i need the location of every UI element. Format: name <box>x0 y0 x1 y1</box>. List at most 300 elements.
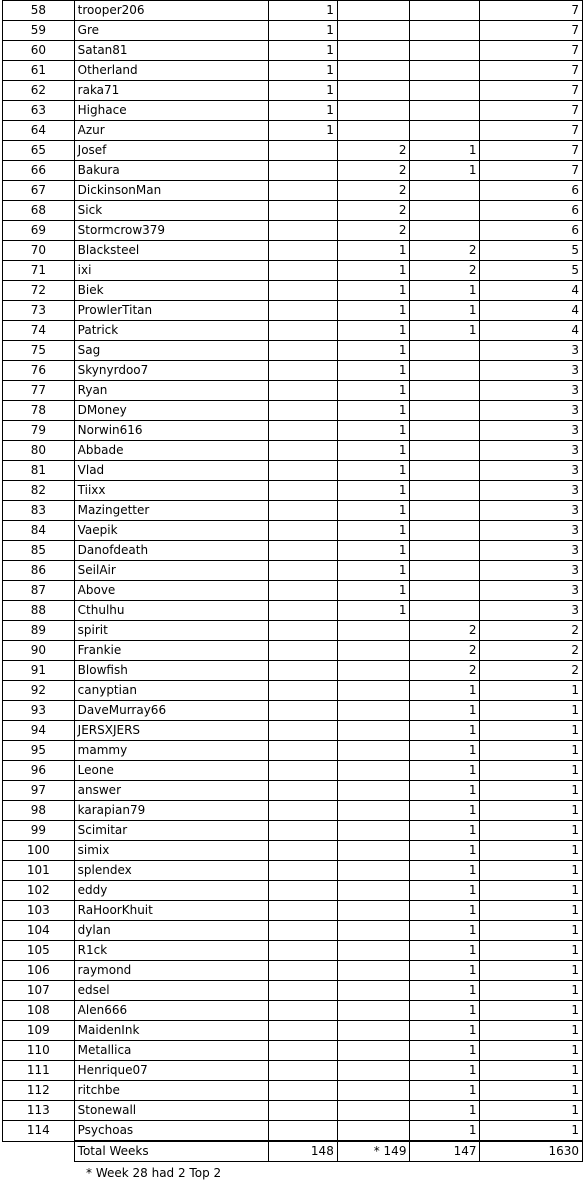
col1-cell: 1 <box>268 41 337 61</box>
rank-cell: 68 <box>3 201 75 221</box>
col3-cell: 2 <box>410 661 480 681</box>
name-cell: RaHoorKhuit <box>74 901 268 921</box>
total-cell: 7 <box>480 121 583 141</box>
name-cell: mammy <box>74 741 268 761</box>
table-row <box>3 881 583 901</box>
name-cell: Blacksteel <box>74 241 268 261</box>
table-row <box>3 761 583 781</box>
col1-cell <box>268 781 337 801</box>
col3-cell: 2 <box>410 641 480 661</box>
col3-cell <box>410 41 480 61</box>
col2-cell: 1 <box>337 401 410 421</box>
col1-cell: 1 <box>268 21 337 41</box>
col1-cell: 1 <box>268 121 337 141</box>
name-cell: karapian79 <box>74 801 268 821</box>
table-row <box>3 421 583 441</box>
rank-cell: 73 <box>3 301 75 321</box>
col3-cell: 1 <box>410 1101 480 1121</box>
col3-cell <box>410 581 480 601</box>
total-cell: 7 <box>480 61 583 81</box>
name-cell: dylan <box>74 921 268 941</box>
total-cell: 1 <box>480 981 583 1001</box>
col3-cell <box>410 541 480 561</box>
col1-cell <box>268 301 337 321</box>
name-cell: Vlad <box>74 461 268 481</box>
name-cell: Satan81 <box>74 41 268 61</box>
col2-cell <box>337 1061 410 1081</box>
name-cell: raymond <box>74 961 268 981</box>
name-cell: simix <box>74 841 268 861</box>
col1-cell <box>268 221 337 241</box>
col2-cell <box>337 861 410 881</box>
total-cell: 7 <box>480 41 583 61</box>
col2-cell <box>337 21 410 41</box>
col3-cell: 1 <box>410 741 480 761</box>
name-cell: Blowfish <box>74 661 268 681</box>
rank-cell: 77 <box>3 381 75 401</box>
col1-cell: 1 <box>268 61 337 81</box>
col1-cell <box>268 701 337 721</box>
total-cell: 7 <box>480 1 583 21</box>
col3-cell <box>410 1 480 21</box>
col2-cell <box>337 941 410 961</box>
rank-cell: 108 <box>3 1001 75 1021</box>
col3-cell: 1 <box>410 1121 480 1142</box>
col3-cell <box>410 521 480 541</box>
col2-cell: 1 <box>337 461 410 481</box>
total-cell: 3 <box>480 521 583 541</box>
rank-cell: 97 <box>3 781 75 801</box>
total-cell: 1 <box>480 761 583 781</box>
total-cell: 1 <box>480 921 583 941</box>
total-cell: 2 <box>480 621 583 641</box>
col3-cell: 1 <box>410 141 480 161</box>
name-cell: JERSXJERS <box>74 721 268 741</box>
col1-cell <box>268 801 337 821</box>
col3-cell <box>410 461 480 481</box>
rank-cell: 80 <box>3 441 75 461</box>
total-cell: 3 <box>480 601 583 621</box>
table-row <box>3 61 583 81</box>
name-cell: Henrique07 <box>74 1061 268 1081</box>
col3-cell <box>410 441 480 461</box>
table-row <box>3 901 583 921</box>
col2-cell <box>337 761 410 781</box>
total-cell: 3 <box>480 441 583 461</box>
col3-cell: 1 <box>410 1021 480 1041</box>
col2-cell: 1 <box>337 521 410 541</box>
total-cell: 3 <box>480 361 583 381</box>
total-cell: 3 <box>480 421 583 441</box>
col2-cell <box>337 921 410 941</box>
total-cell: 7 <box>480 161 583 181</box>
col2-cell <box>337 621 410 641</box>
rank-cell: 87 <box>3 581 75 601</box>
col1-cell <box>268 421 337 441</box>
col3-cell: 2 <box>410 241 480 261</box>
name-cell: Otherland <box>74 61 268 81</box>
col2-cell: 1 <box>337 281 410 301</box>
rank-cell: 60 <box>3 41 75 61</box>
col1-cell <box>268 1101 337 1121</box>
col2-cell <box>337 61 410 81</box>
rank-cell: 99 <box>3 821 75 841</box>
total-cell: 1 <box>480 1041 583 1061</box>
col2-cell: 1 <box>337 561 410 581</box>
name-cell: Skynyrdoo7 <box>74 361 268 381</box>
rank-cell: 109 <box>3 1021 75 1041</box>
col1-cell <box>268 361 337 381</box>
col2-cell <box>337 901 410 921</box>
total-cell: 3 <box>480 501 583 521</box>
rank-cell: 114 <box>3 1121 75 1142</box>
rank-cell: 93 <box>3 701 75 721</box>
col1-cell <box>268 1041 337 1061</box>
col1-cell <box>268 441 337 461</box>
table-row <box>3 141 583 161</box>
col1-cell <box>268 1021 337 1041</box>
col1-cell <box>268 461 337 481</box>
col1-cell <box>268 1001 337 1021</box>
total-cell: 1 <box>480 941 583 961</box>
table-row <box>3 341 583 361</box>
table-row <box>3 681 583 701</box>
col2-cell: 2 <box>337 141 410 161</box>
col2-cell: 1 <box>337 241 410 261</box>
rank-cell: 76 <box>3 361 75 381</box>
total-cell: 1 <box>480 801 583 821</box>
name-cell: Highace <box>74 101 268 121</box>
col3-cell: 1 <box>410 981 480 1001</box>
rank-cell: 66 <box>3 161 75 181</box>
col1-cell <box>268 641 337 661</box>
name-cell: spirit <box>74 621 268 641</box>
col2-cell: 2 <box>337 221 410 241</box>
col3-cell: 1 <box>410 701 480 721</box>
table-row <box>3 641 583 661</box>
col2-cell: 1 <box>337 601 410 621</box>
rank-cell: 89 <box>3 621 75 641</box>
table-row <box>3 1081 583 1101</box>
total-cell: 1 <box>480 781 583 801</box>
total-cell: 6 <box>480 181 583 201</box>
rank-cell: 110 <box>3 1041 75 1061</box>
col2-cell: 2 <box>337 161 410 181</box>
col1-cell <box>268 1081 337 1101</box>
col1-cell <box>268 261 337 281</box>
name-cell: Psychoas <box>74 1121 268 1142</box>
table-row <box>3 961 583 981</box>
rank-cell: 84 <box>3 521 75 541</box>
table-row <box>3 541 583 561</box>
col1-cell <box>268 961 337 981</box>
total-cell: 1 <box>480 1061 583 1081</box>
col2-cell <box>337 641 410 661</box>
col1-cell <box>268 161 337 181</box>
footnote: * Week 28 had 2 Top 2 <box>86 1166 222 1180</box>
col1-cell <box>268 841 337 861</box>
rank-cell: 100 <box>3 841 75 861</box>
col2-cell <box>337 721 410 741</box>
col3-cell: 1 <box>410 941 480 961</box>
col1-cell <box>268 901 337 921</box>
col3-cell <box>410 381 480 401</box>
table-row <box>3 41 583 61</box>
col3-cell <box>410 221 480 241</box>
col2-cell <box>337 1021 410 1041</box>
rank-cell: 101 <box>3 861 75 881</box>
table-row <box>3 461 583 481</box>
col2-cell <box>337 1101 410 1121</box>
total-cell: 1 <box>480 841 583 861</box>
rank-cell: 95 <box>3 741 75 761</box>
col3-cell: 1 <box>410 761 480 781</box>
col3-cell <box>410 341 480 361</box>
table-row <box>3 241 583 261</box>
total-cell: 6 <box>480 201 583 221</box>
col3-cell <box>410 501 480 521</box>
table-row <box>3 201 583 221</box>
col2-cell: 2 <box>337 181 410 201</box>
name-cell: trooper206 <box>74 1 268 21</box>
total-cell: 7 <box>480 141 583 161</box>
name-cell: DMoney <box>74 401 268 421</box>
table-row <box>3 721 583 741</box>
name-cell: edsel <box>74 981 268 1001</box>
col2-cell <box>337 821 410 841</box>
table-row <box>3 1061 583 1081</box>
rank-cell: 65 <box>3 141 75 161</box>
total-cell: 1 <box>480 1021 583 1041</box>
col3-cell: 2 <box>410 261 480 281</box>
rank-cell: 98 <box>3 801 75 821</box>
rank-cell: 112 <box>3 1081 75 1101</box>
col1-cell <box>268 1061 337 1081</box>
col3-cell: 1 <box>410 721 480 741</box>
totals-row <box>3 1141 583 1162</box>
col1-cell <box>268 981 337 1001</box>
col3-cell: 1 <box>410 861 480 881</box>
col3-cell <box>410 81 480 101</box>
name-cell: Frankie <box>74 641 268 661</box>
name-cell: raka71 <box>74 81 268 101</box>
rank-cell: 82 <box>3 481 75 501</box>
table-row <box>3 261 583 281</box>
rank-cell: 72 <box>3 281 75 301</box>
col2-cell <box>337 1 410 21</box>
table-row <box>3 861 583 881</box>
total-cell: 1 <box>480 741 583 761</box>
total-cell: 3 <box>480 461 583 481</box>
rank-cell: 91 <box>3 661 75 681</box>
name-cell: ritchbe <box>74 1081 268 1101</box>
col1-cell <box>268 561 337 581</box>
col3-cell <box>410 361 480 381</box>
col3-cell <box>410 481 480 501</box>
name-cell: Scimitar <box>74 821 268 841</box>
rank-cell: 105 <box>3 941 75 961</box>
table-row <box>3 741 583 761</box>
table-row <box>3 701 583 721</box>
table-row <box>3 1021 583 1041</box>
rank-cell: 92 <box>3 681 75 701</box>
total-cell: 7 <box>480 81 583 101</box>
name-cell: DickinsonMan <box>74 181 268 201</box>
total-cell: 1 <box>480 1101 583 1121</box>
table-row <box>3 561 583 581</box>
table-row <box>3 601 583 621</box>
totals-blank-cell <box>3 1141 75 1162</box>
table-row <box>3 501 583 521</box>
total-cell: 1 <box>480 1121 583 1142</box>
name-cell: R1ck <box>74 941 268 961</box>
table-row <box>3 821 583 841</box>
col1-cell <box>268 481 337 501</box>
col1-cell <box>268 861 337 881</box>
rank-cell: 106 <box>3 961 75 981</box>
name-cell: DaveMurray66 <box>74 701 268 721</box>
name-cell: Ryan <box>74 381 268 401</box>
total-cell: 3 <box>480 581 583 601</box>
col3-cell: 1 <box>410 281 480 301</box>
name-cell: answer <box>74 781 268 801</box>
col3-cell: 1 <box>410 681 480 701</box>
table-row <box>3 401 583 421</box>
col1-cell <box>268 661 337 681</box>
total-cell: 1 <box>480 861 583 881</box>
col3-cell <box>410 601 480 621</box>
col1-cell <box>268 941 337 961</box>
table-row <box>3 1121 583 1142</box>
col2-cell <box>337 981 410 1001</box>
table-row <box>3 281 583 301</box>
col2-cell: 1 <box>337 261 410 281</box>
name-cell: Metallica <box>74 1041 268 1061</box>
total-cell: 7 <box>480 21 583 41</box>
rank-cell: 111 <box>3 1061 75 1081</box>
totals-col2: * 149 <box>337 1141 410 1162</box>
name-cell: Patrick <box>74 321 268 341</box>
col1-cell <box>268 741 337 761</box>
table-row <box>3 1 583 21</box>
name-cell: Josef <box>74 141 268 161</box>
total-cell: 1 <box>480 901 583 921</box>
table-row <box>3 81 583 101</box>
col1-cell <box>268 281 337 301</box>
col3-cell <box>410 421 480 441</box>
col2-cell: 1 <box>337 501 410 521</box>
total-cell: 3 <box>480 381 583 401</box>
totals-total: 1630 <box>480 1141 583 1162</box>
total-cell: 1 <box>480 681 583 701</box>
col1-cell <box>268 921 337 941</box>
rank-cell: 78 <box>3 401 75 421</box>
col1-cell <box>268 501 337 521</box>
name-cell: Danofdeath <box>74 541 268 561</box>
rank-cell: 75 <box>3 341 75 361</box>
name-cell: Cthulhu <box>74 601 268 621</box>
col3-cell <box>410 561 480 581</box>
total-cell: 1 <box>480 721 583 741</box>
col2-cell <box>337 661 410 681</box>
col1-cell <box>268 401 337 421</box>
table-row <box>3 981 583 1001</box>
ranking-table <box>2 0 583 1162</box>
col3-cell: 1 <box>410 881 480 901</box>
table-row <box>3 781 583 801</box>
col2-cell <box>337 101 410 121</box>
col3-cell: 1 <box>410 921 480 941</box>
name-cell: Above <box>74 581 268 601</box>
name-cell: Biek <box>74 281 268 301</box>
col1-cell <box>268 201 337 221</box>
rank-cell: 96 <box>3 761 75 781</box>
total-cell: 6 <box>480 221 583 241</box>
rank-cell: 58 <box>3 1 75 21</box>
name-cell: SeilAir <box>74 561 268 581</box>
table-row <box>3 841 583 861</box>
name-cell: splendex <box>74 861 268 881</box>
table-row <box>3 121 583 141</box>
col3-cell: 1 <box>410 301 480 321</box>
col1-cell <box>268 601 337 621</box>
total-cell: 1 <box>480 1001 583 1021</box>
rank-cell: 103 <box>3 901 75 921</box>
rank-cell: 74 <box>3 321 75 341</box>
col3-cell: 1 <box>410 1041 480 1061</box>
rank-cell: 67 <box>3 181 75 201</box>
rank-cell: 94 <box>3 721 75 741</box>
name-cell: ProwlerTitan <box>74 301 268 321</box>
col2-cell <box>337 1001 410 1021</box>
col3-cell <box>410 181 480 201</box>
total-cell: 2 <box>480 661 583 681</box>
col3-cell: 1 <box>410 1061 480 1081</box>
col1-cell <box>268 241 337 261</box>
total-cell: 3 <box>480 401 583 421</box>
rank-cell: 71 <box>3 261 75 281</box>
col1-cell <box>268 621 337 641</box>
total-cell: 3 <box>480 541 583 561</box>
total-cell: 4 <box>480 301 583 321</box>
col3-cell: 1 <box>410 801 480 821</box>
col1-cell <box>268 1121 337 1142</box>
name-cell: Azur <box>74 121 268 141</box>
col2-cell: 2 <box>337 201 410 221</box>
table-row <box>3 661 583 681</box>
total-cell: 5 <box>480 241 583 261</box>
name-cell: Abbade <box>74 441 268 461</box>
col2-cell <box>337 881 410 901</box>
col3-cell <box>410 101 480 121</box>
table-row <box>3 441 583 461</box>
col1-cell <box>268 541 337 561</box>
col2-cell: 1 <box>337 421 410 441</box>
totals-col1: 148 <box>268 1141 337 1162</box>
col3-cell: 1 <box>410 821 480 841</box>
rank-cell: 69 <box>3 221 75 241</box>
rank-cell: 104 <box>3 921 75 941</box>
total-cell: 1 <box>480 881 583 901</box>
name-cell: Leone <box>74 761 268 781</box>
name-cell: Mazingetter <box>74 501 268 521</box>
col1-cell <box>268 881 337 901</box>
name-cell: Bakura <box>74 161 268 181</box>
table-row <box>3 1001 583 1021</box>
rank-cell: 59 <box>3 21 75 41</box>
rank-cell: 64 <box>3 121 75 141</box>
total-cell: 1 <box>480 821 583 841</box>
